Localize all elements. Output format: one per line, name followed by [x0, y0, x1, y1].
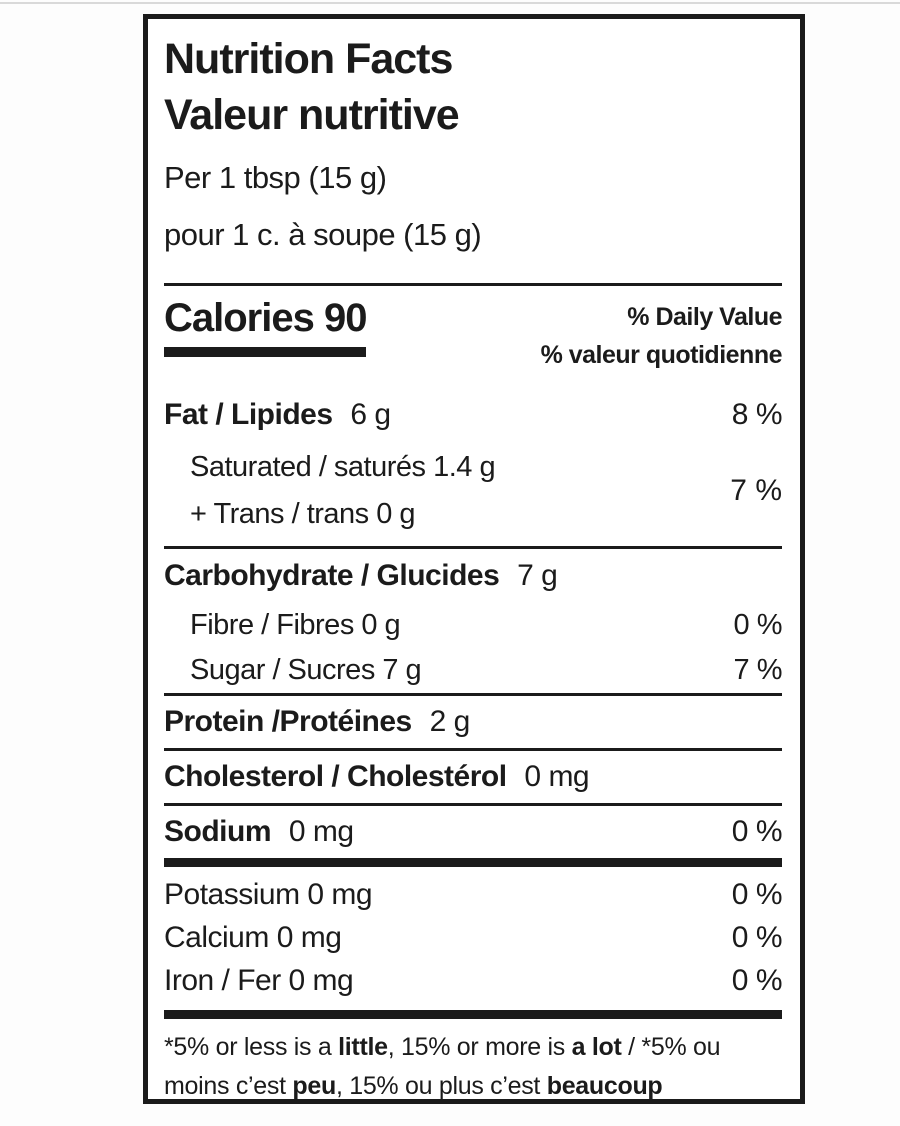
nutrient-name-carbohydrate: Carbohydrate / Glucides 7 g [164, 559, 558, 592]
nutrient-name-cholesterol: Cholesterol / Cholestérol 0 mg [164, 760, 590, 793]
nutrient-dv-iron: 0 % [731, 964, 782, 997]
divider-minerals-footnote [164, 1010, 782, 1019]
calories-row [164, 296, 782, 374]
nutrient-dv-saturated-trans: 7 % [730, 474, 782, 507]
nutrient-name-fibre: Fibre / Fibres 0 g [190, 609, 401, 641]
nutrient-name-potassium: Potassium 0 mg [164, 878, 373, 911]
nutrient-row-calcium [164, 916, 782, 959]
nutrient-name-sodium: Sodium 0 mg [164, 815, 354, 848]
nutrient-dv-potassium: 0 % [731, 878, 782, 911]
nutrient-name-saturated: Saturated / saturés 1.4 g [190, 451, 496, 483]
nutrient-name-iron: Iron / Fer 0 mg [164, 964, 354, 997]
nutrient-name-calcium: Calcium 0 mg [164, 921, 342, 954]
nutrient-name-sugar: Sugar / Sucres 7 g [190, 654, 422, 686]
nutrient-name-trans: + Trans / trans 0 g [190, 498, 416, 530]
saturated-trans-lines [164, 444, 495, 538]
daily-value-footnote [164, 1028, 782, 1106]
nutrient-row-sodium [164, 806, 782, 858]
divider-header [164, 283, 782, 286]
serving-size-fr: pour 1 c. à soupe (15 g) [164, 217, 482, 252]
footnote-line-2: moins c’est peu, 15% ou plus c’est beaucoup [164, 1072, 663, 1100]
calories-word: Calories [164, 296, 314, 340]
nutrient-row-iron [164, 959, 782, 1002]
calories-number: 90 [323, 296, 367, 340]
nutrient-dv-fibre: 0 % [733, 609, 782, 641]
nutrient-row-fibre [164, 603, 782, 648]
nutrient-row-carbohydrate [164, 549, 782, 603]
divider-sodium-minerals [164, 858, 782, 867]
page-top-divider [0, 2, 900, 4]
daily-value-header-fr: % valeur quotidienne [540, 341, 782, 369]
nutrient-name-protein: Protein /Protéines 2 g [164, 705, 470, 738]
nutrient-row-sugar [164, 648, 782, 693]
nutrient-dv-sodium: 0 % [731, 815, 782, 848]
serving-size-en: Per 1 tbsp (15 g) [164, 160, 387, 195]
footnote-line-1: *5% or less is a little, 15% or more is a lot / *5% ou [164, 1033, 721, 1061]
nutrient-group-saturated-trans [164, 444, 782, 538]
daily-value-header [541, 298, 782, 374]
nutrient-dv-sugar: 7 % [733, 654, 782, 686]
nutrient-row-cholesterol [164, 751, 782, 803]
nutrient-name-fat: Fat / Lipides 6 g [164, 398, 391, 431]
nutrient-row-potassium [164, 873, 782, 916]
nutrient-dv-calcium: 0 % [731, 921, 782, 954]
minerals-block [164, 867, 782, 1010]
label-title-en: Nutrition Facts [164, 35, 453, 83]
nutrition-facts-label [143, 14, 805, 1104]
calories-value [164, 296, 366, 357]
nutrient-dv-fat: 8 % [731, 398, 782, 431]
nutrient-row-protein [164, 696, 782, 748]
daily-value-header-en: % Daily Value [627, 303, 782, 331]
nutrient-row-fat [164, 398, 782, 432]
label-title-fr: Valeur nutritive [164, 91, 459, 139]
